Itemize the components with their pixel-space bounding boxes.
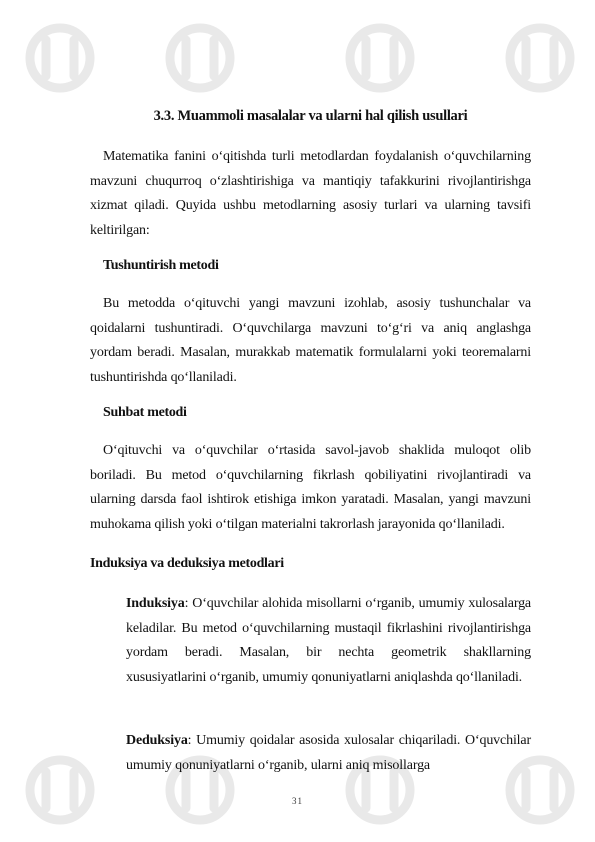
- method-title-suhbat: Suhbat metodi: [103, 405, 187, 420]
- induksiya-paragraph: [126, 592, 531, 690]
- watermark-mark: [350, 28, 410, 88]
- watermark-mark: [30, 28, 90, 88]
- watermark-mark: [30, 760, 90, 820]
- deduksiya-paragraph: [126, 729, 531, 778]
- intro-paragraph: Matematika fanini o‘qitishda turli metodlardan foydalanish o‘quvchilarning mavzuni chuqurroq o‘zlashtirishiga va mantiqiy tafakkurini rivojlantirishga xizmat qiladi. Quyida ushbu metodlarning asosiy turlari va ularning tavsifi keltirilgan:: [90, 149, 531, 238]
- page-number: 31: [292, 796, 303, 806]
- section-title: 3.3. Muammoli masalalar va ularni hal qilish usullari: [153, 108, 468, 124]
- induksiya-text: : O‘quvchilar alohida misollarni o‘rganib, umumiy xulosalarga keladilar. Bu metod o‘quvchilarning mustaqil fikrlashini rivojlantirishga yordam beradi. Masalan, bir nechta geometrik shakllarning xususiyatlarini o‘rganib, umumiy qonuniyatlarni aniqlashda qo‘llaniladi.: [126, 596, 531, 685]
- method-text-suhbat: O‘qituvchi va o‘quvchilar o‘rtasida savol-javob shaklida muloqot olib boriladi. Bu metod o‘quvchilarning fikrlash qobiliyatini rivojlantiradi va ularning darsda faol ishtirok etishiga imkon yaratadi. Masalan, yangi mavzuni muhokama qilish yoki o‘tilgan materialni takrorlash jarayonida qo‘llaniladi.: [90, 443, 531, 532]
- deduksiya-text: : Umumiy qoidalar asosida xulosalar chiqariladi. O‘quvchilar umumiy qonuniyatlarni o‘rganib, ularni aniq misollarga: [126, 733, 531, 773]
- method-title-induksiya-deduksiya: Induksiya va deduksiya metodlari: [90, 556, 284, 571]
- deduksiya-term: Deduksiya: [126, 733, 188, 748]
- method-text-tushuntirish: Bu metodda o‘qituvchi yangi mavzuni izohlab, asosiy tushunchalar va qoidalarni tushuntiradi. O‘quvchilarga mavzuni to‘g‘ri va aniq anglashga yordam beradi. Masalan, murakkab matematik formulalarni yoki teoremalarni tushuntirishda qo‘llaniladi.: [90, 296, 531, 385]
- method-title-tushuntirish: Tushuntirish metodi: [103, 258, 219, 273]
- induksiya-term: Induksiya: [126, 596, 185, 611]
- watermark-mark: [170, 28, 230, 88]
- watermark-mark: [510, 28, 570, 88]
